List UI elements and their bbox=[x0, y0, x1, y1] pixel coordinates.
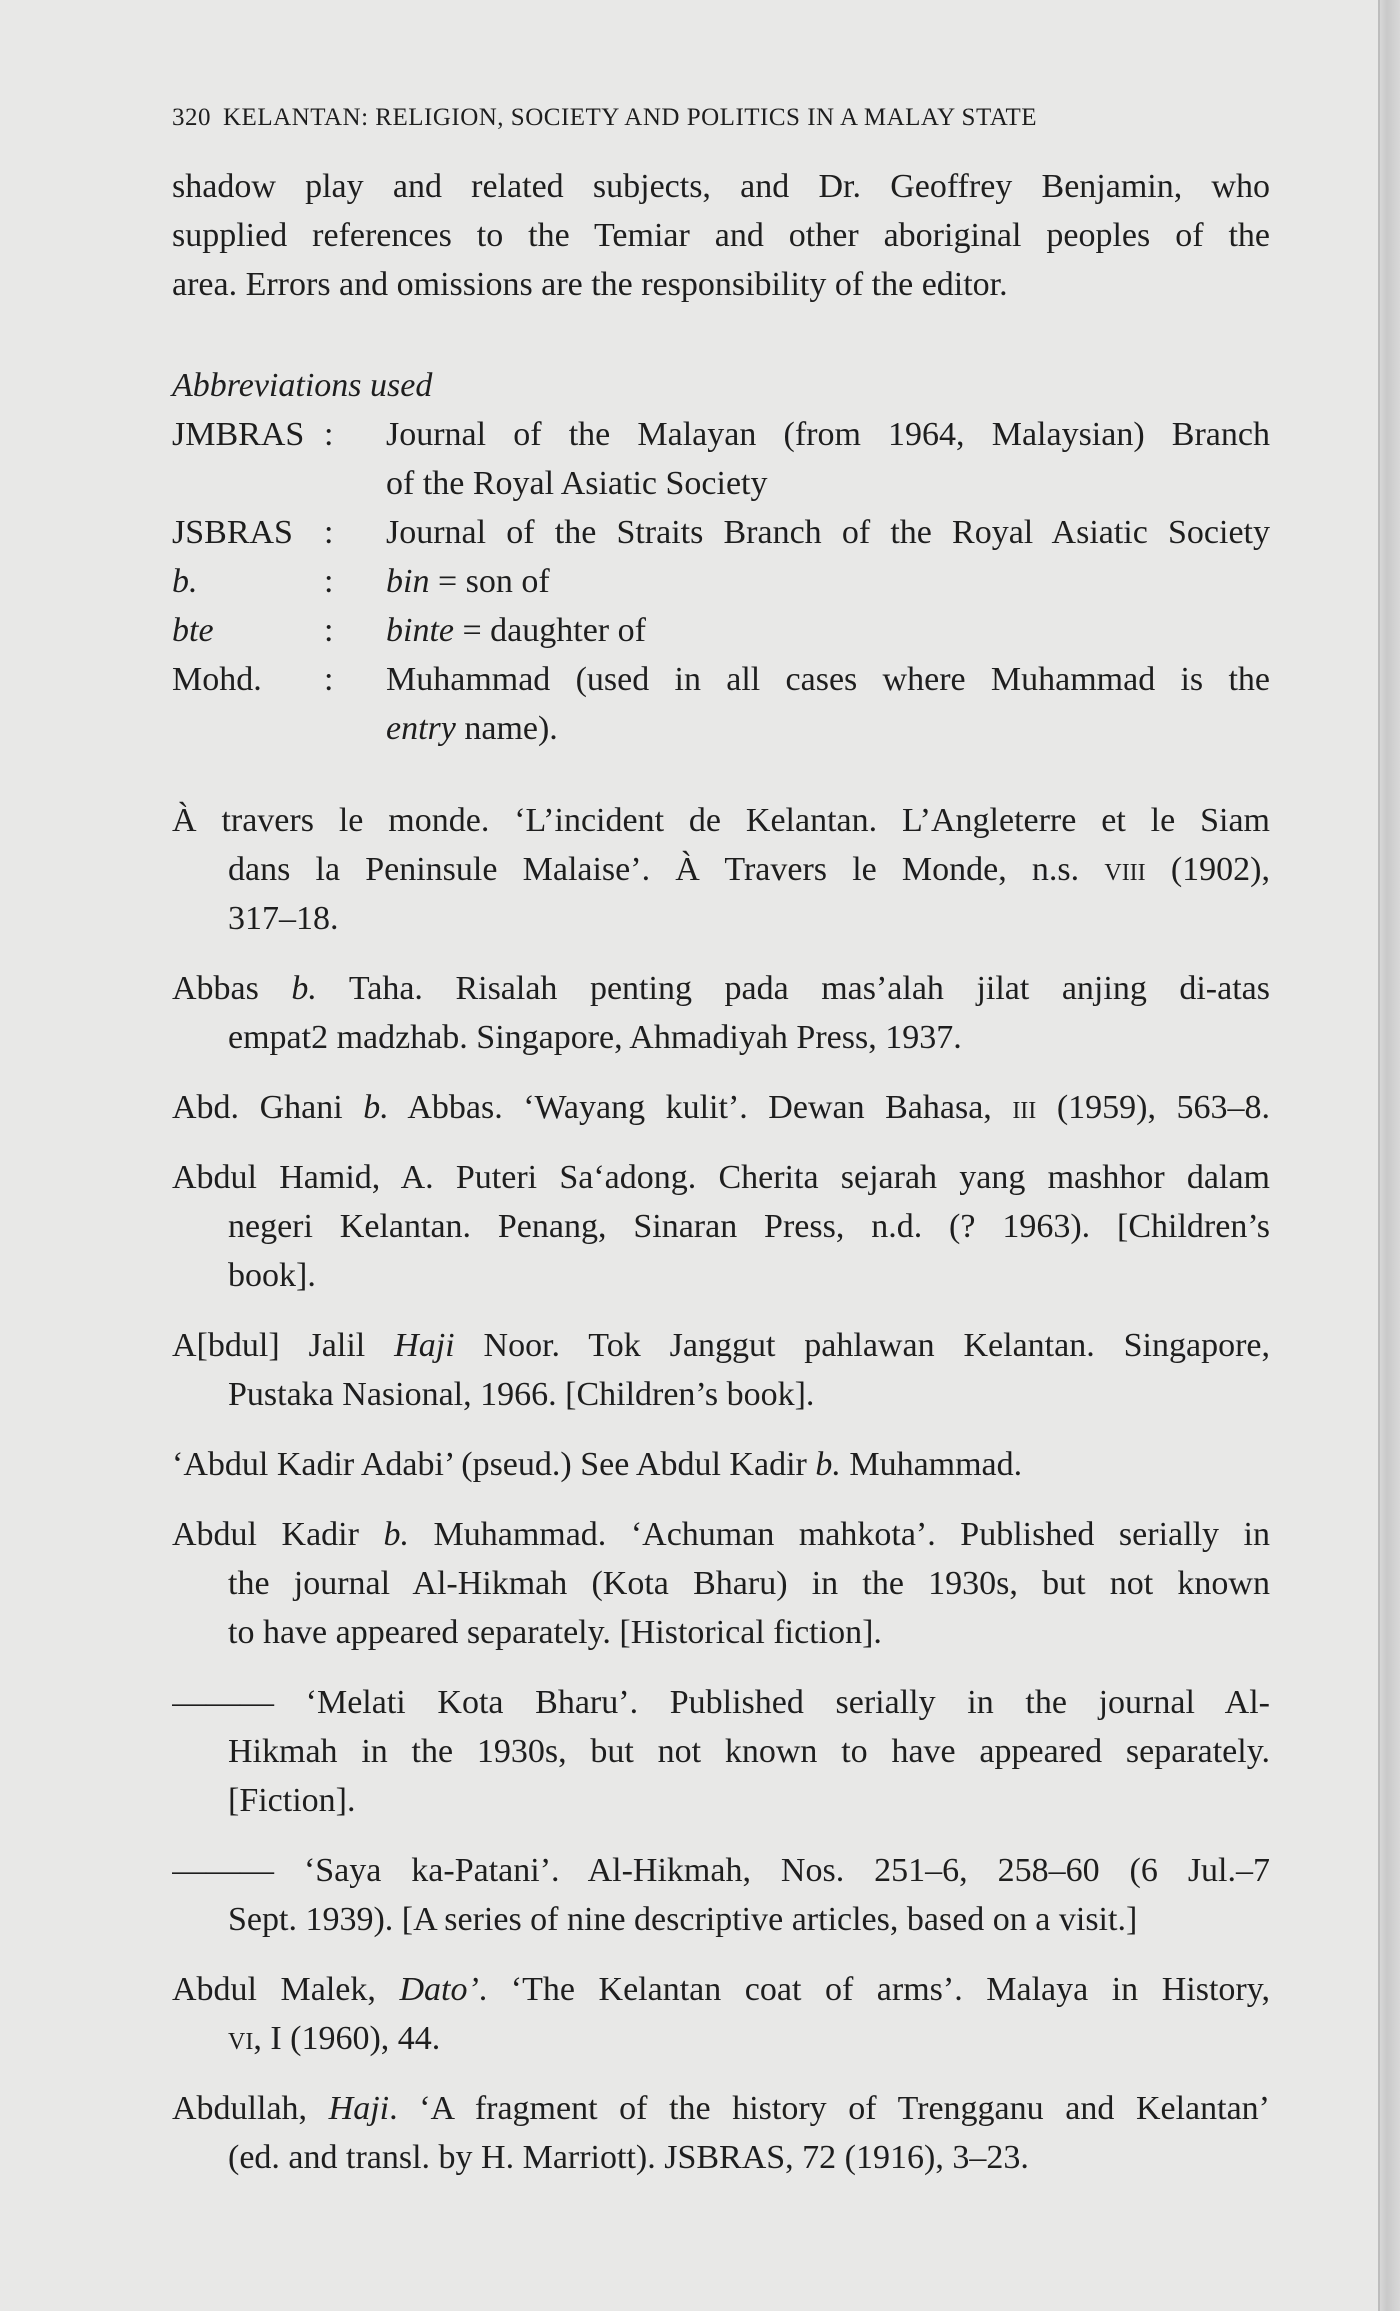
book-page bbox=[172, 98, 1270, 2182]
page-edge-shadow bbox=[1378, 0, 1400, 2311]
text-line bbox=[172, 1440, 1270, 1489]
text-segment: area. Errors and omissions are the responsibility of the editor. bbox=[172, 266, 1008, 303]
text-segment: Muhammad. ‘Achuman mahkota’. Published serially in bbox=[408, 1516, 1270, 1553]
text-segment: A[bdul] Jalil bbox=[172, 1327, 395, 1364]
text-line bbox=[172, 1251, 1270, 1300]
text-line bbox=[172, 162, 1270, 211]
text-line bbox=[172, 2014, 1270, 2063]
text-line bbox=[386, 410, 1270, 459]
italic-text: b. bbox=[363, 1089, 389, 1126]
text-line bbox=[386, 508, 1270, 557]
text-segment: 317–18. bbox=[228, 900, 339, 937]
text-segment: supplied references to the Temiar and other aboriginal peoples of the bbox=[172, 217, 1270, 254]
abbreviation-key: bte bbox=[172, 612, 214, 649]
text-segment: = son of bbox=[429, 563, 550, 600]
text-line bbox=[386, 459, 1270, 508]
text-segment: Abdul Kadir bbox=[172, 1516, 384, 1553]
text-line bbox=[172, 2084, 1270, 2133]
text-segment: (1959), 563–8. bbox=[1036, 1089, 1270, 1126]
bibliography-entry bbox=[172, 1965, 1270, 2063]
abbreviation-row bbox=[172, 410, 1270, 508]
abbreviation-row bbox=[172, 508, 1270, 557]
text-segment: negeri Kelantan. Penang, Sinaran Press, n.d. (? 1963). [Children’s bbox=[228, 1208, 1270, 1245]
text-line bbox=[172, 894, 1270, 943]
text-line bbox=[172, 1965, 1270, 2014]
abbreviation-definition bbox=[386, 655, 1270, 753]
bibliography-entry bbox=[172, 2084, 1270, 2182]
abbreviation-definition bbox=[386, 557, 1270, 606]
page-edge-line bbox=[1378, 0, 1380, 2311]
page-number: 320 bbox=[172, 104, 211, 131]
text-segment: Abbas. ‘Wayang kulit’. Dewan Bahasa, bbox=[388, 1089, 1013, 1126]
abbreviation-definition bbox=[386, 410, 1270, 508]
bibliography-entry bbox=[172, 1083, 1270, 1132]
italic-text: b. bbox=[291, 970, 317, 1007]
abbreviation-row bbox=[172, 557, 1270, 606]
text-segment: of the Royal Asiatic Society bbox=[386, 465, 768, 502]
italic-text: Haji bbox=[328, 2090, 390, 2127]
bibliography-entry bbox=[172, 1440, 1270, 1489]
abbreviation-definition bbox=[386, 606, 1270, 655]
text-line bbox=[172, 1013, 1270, 1062]
italic-text: binte bbox=[386, 612, 454, 649]
italic-text: b. bbox=[383, 1516, 409, 1553]
text-segment: Journal of the Malayan (from 1964, Malaysian) Branch bbox=[386, 416, 1270, 453]
bibliography-entry bbox=[172, 796, 1270, 943]
italic-text: Dato’ bbox=[399, 1971, 479, 2008]
text-line bbox=[172, 1608, 1270, 1657]
text-segment: (1902), bbox=[1145, 851, 1270, 888]
text-segment: Taha. Risalah penting pada mas’alah jilat anjing di-atas bbox=[316, 970, 1270, 1007]
text-segment: [Fiction]. bbox=[228, 1782, 356, 1819]
text-segment: (ed. and transl. by H. Marriott). JSBRAS, 72 (1916), 3–23. bbox=[228, 2139, 1029, 2176]
text-segment: Abdul Hamid, A. Puteri Sa‘adong. Cherita sejarah yang mashhor dalam bbox=[172, 1159, 1270, 1196]
text-segment: ——— ‘Melati Kota Bharu’. Published serially in the journal Al- bbox=[172, 1684, 1270, 1721]
running-head bbox=[172, 98, 1270, 138]
text-segment: Journal of the Straits Branch of the Royal Asiatic Society bbox=[386, 514, 1270, 551]
text-line bbox=[172, 2133, 1270, 2182]
text-segment: . ‘The Kelantan coat of arms’. Malaya in History, bbox=[478, 1971, 1270, 2008]
abbreviation-colon: : bbox=[324, 661, 334, 698]
text-line bbox=[386, 655, 1270, 704]
small-caps-text: iii bbox=[1012, 1089, 1037, 1126]
text-segment: Noor. Tok Janggut pahlawan Kelantan. Singapore, bbox=[454, 1327, 1270, 1364]
text-segment: to have appeared separately. [Historical fiction]. bbox=[228, 1614, 882, 1651]
text-line bbox=[172, 1895, 1270, 1944]
text-line bbox=[172, 796, 1270, 845]
bibliography-entry bbox=[172, 1321, 1270, 1419]
text-line bbox=[172, 1776, 1270, 1825]
text-line bbox=[172, 1559, 1270, 1608]
small-caps-text: vi bbox=[228, 2020, 254, 2057]
text-segment: À travers le monde. ‘L’incident de Kelantan. L’Angleterre et le Siam bbox=[172, 802, 1270, 839]
text-segment: ‘Abdul Kadir Adabi’ (pseud.) See Abdul Kadir bbox=[172, 1446, 816, 1483]
text-line bbox=[172, 1153, 1270, 1202]
text-segment: . ‘A fragment of the history of Trengganu and Kelantan’ bbox=[389, 2090, 1270, 2127]
abbreviation-colon: : bbox=[324, 514, 334, 551]
italic-text: entry bbox=[386, 710, 456, 747]
abbreviation-row bbox=[172, 606, 1270, 655]
text-line bbox=[172, 1083, 1270, 1132]
text-line bbox=[386, 606, 1270, 655]
text-segment: dans la Peninsule Malaise’. À Travers le Monde, n.s. bbox=[228, 851, 1105, 888]
text-segment: name). bbox=[455, 710, 558, 747]
text-segment: book]. bbox=[228, 1257, 316, 1294]
abbreviations-list bbox=[172, 410, 1270, 753]
text-segment: Pustaka Nasional, 1966. [Children’s book]. bbox=[228, 1376, 815, 1413]
text-line bbox=[386, 704, 1270, 753]
text-segment: shadow play and related subjects, and Dr. Geoffrey Benjamin, who bbox=[172, 168, 1270, 205]
abbreviation-colon: : bbox=[324, 416, 334, 453]
text-segment: Muhammad. bbox=[840, 1446, 1023, 1483]
bibliography-entry bbox=[172, 964, 1270, 1062]
text-segment: Sept. 1939). [A series of nine descriptive articles, based on a visit.] bbox=[228, 1901, 1138, 1938]
text-segment: Abbas bbox=[172, 970, 292, 1007]
text-line bbox=[172, 845, 1270, 894]
text-line bbox=[386, 557, 1270, 606]
abbreviation-colon: : bbox=[324, 612, 334, 649]
italic-text: bin bbox=[386, 563, 430, 600]
text-line bbox=[172, 1321, 1270, 1370]
text-segment: empat2 madzhab. Singapore, Ahmadiyah Press, 1937. bbox=[228, 1019, 962, 1056]
abbreviation-key: Mohd. bbox=[172, 661, 262, 698]
abbreviation-colon: : bbox=[324, 563, 334, 600]
text-line bbox=[172, 1846, 1270, 1895]
text-line bbox=[172, 1370, 1270, 1419]
small-caps-text: viii bbox=[1104, 851, 1146, 888]
bibliography-entries bbox=[172, 796, 1270, 2182]
text-segment: Abdul Malek, bbox=[172, 1971, 400, 2008]
text-segment: Abdullah, bbox=[172, 2090, 329, 2127]
text-segment: Hikmah in the 1930s, but not known to have appeared separately. bbox=[228, 1733, 1270, 1770]
text-line bbox=[172, 1510, 1270, 1559]
abbreviation-key: JMBRAS bbox=[172, 416, 305, 453]
intro-paragraph bbox=[172, 162, 1270, 309]
bibliography-entry bbox=[172, 1678, 1270, 1825]
running-title: KELANTAN: RELIGION, SOCIETY AND POLITICS IN A MALAY STATE bbox=[223, 104, 1038, 131]
bibliography-entry bbox=[172, 1846, 1270, 1944]
text-line bbox=[172, 1678, 1270, 1727]
italic-text: Haji bbox=[394, 1327, 455, 1364]
text-segment: ——— ‘Saya ka-Patani’. Al-Hikmah, Nos. 251–6, 258–60 (6 Jul.–7 bbox=[172, 1852, 1270, 1889]
text-segment: Muhammad (used in all cases where Muhammad is the bbox=[386, 661, 1270, 698]
text-line bbox=[172, 1727, 1270, 1776]
abbreviation-row bbox=[172, 655, 1270, 753]
abbreviation-definition bbox=[386, 508, 1270, 557]
text-line bbox=[172, 964, 1270, 1013]
bibliography-entry bbox=[172, 1153, 1270, 1300]
text-segment: the journal Al-Hikmah (Kota Bharu) in the 1930s, but not known bbox=[228, 1565, 1270, 1602]
abbreviations-heading: Abbreviations used bbox=[172, 367, 433, 404]
text-segment: = daughter of bbox=[453, 612, 646, 649]
abbreviation-key: JSBRAS bbox=[172, 514, 293, 551]
text-line bbox=[172, 211, 1270, 260]
text-line bbox=[172, 260, 1270, 309]
abbreviation-key: b. bbox=[172, 563, 198, 600]
italic-text: b. bbox=[815, 1446, 841, 1483]
text-segment: , I (1960), 44. bbox=[253, 2020, 441, 2057]
text-line bbox=[172, 1202, 1270, 1251]
text-segment: Abd. Ghani bbox=[172, 1089, 364, 1126]
bibliography-entry bbox=[172, 1510, 1270, 1657]
